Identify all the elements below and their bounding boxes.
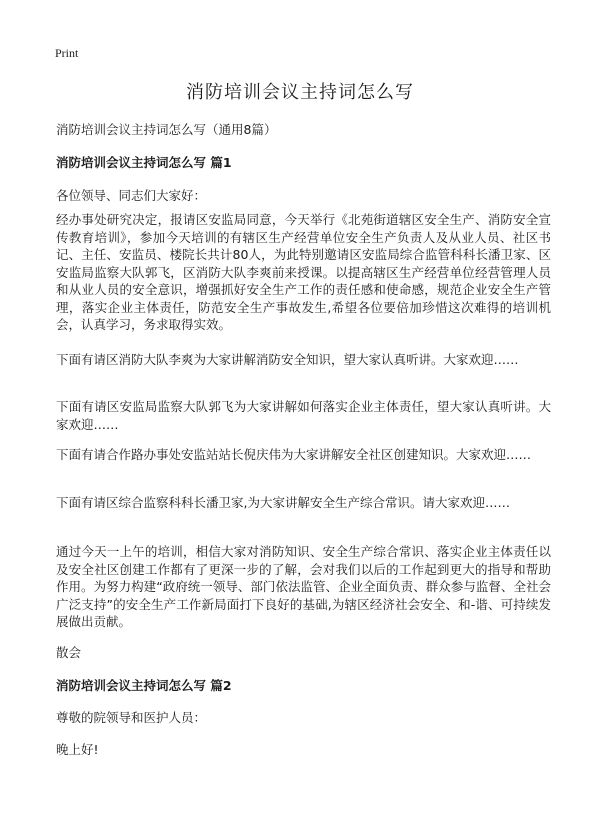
section-1-closing: 散会 [56,645,82,660]
section-1-paragraph-intro: 经办事处研究决定，报请区安监局同意，今天举行《北苑街道辖区安全生产、消防安全宣传教育培训》，参加今天培训的有辖区生产经营单位安全生产负责人及从业人员、社区书记、主任、安监员、楼院长共计80人，为此特别邀请区安监局综合监管科科长潘卫家、区安监局监察大队郭飞，区消防大队李爽前来授课。以提高辖区生产经营单位经营管理人员和从业人员的安全意识，增强抓好安全生产工作的责任感和使命感，规范企业安全生产管理，落实企业主体责任，防范安全生产事故发生,希望各位要倍加珍惜这次难得的培训机会，认真学习，务求取得实效。 [56,212,551,332]
section-2-greeting: 尊敬的院领导和医护人员： [56,710,207,725]
section-1-paragraph-speaker-4: 下面有请区综合监察科科长潘卫家,为大家讲解安全生产综合常识。请大家欢迎…… [56,495,510,510]
document-subtitle: 消防培训会议主持词怎么写（通用8篇） [56,122,277,137]
section-1-paragraph-speaker-3: 下面有请合作路办事处安监站站长倪庆伟为大家讲解安全社区创建知识。大家欢迎…… [56,447,532,462]
section-2-line: 晚上好! [56,742,99,757]
section-1-paragraph-speaker-1: 下面有请区消防大队李爽为大家讲解消防安全知识，望大家认真听讲。大家欢迎…… [56,352,519,367]
section-1-paragraph-conclusion: 通过今天一上午的培训，相信大家对消防知识、安全生产综合常识、落实企业主体责任以及安全社区创建工作都有了更深一步的了解，会对我们以后的工作起到更大的指导和帮助作用。为努力构建“政府统一领导、部门依法监管、企业全面负责、群众参与监督、全社会广泛支持”的安全生产工作新局面打下良好的基础,为辖区经济社会安全、和-谐、可持续发展做出贡献。 [56,544,551,629]
print-label[interactable]: Print [55,46,79,60]
document-title: 消防培训会议主持词怎么写 [186,82,414,103]
section-1-paragraph-speaker-2: 下面有请区安监局监察大队郭飞为大家讲解如何落实企业主体责任，望大家认真听讲。大家欢迎…… [56,399,551,432]
section-2-heading: 消防培训会议主持词怎么写 篇2 [56,678,232,693]
section-1-heading: 消防培训会议主持词怎么写 篇1 [56,155,232,170]
section-1-greeting: 各位领导、同志们大家好： [56,188,207,203]
